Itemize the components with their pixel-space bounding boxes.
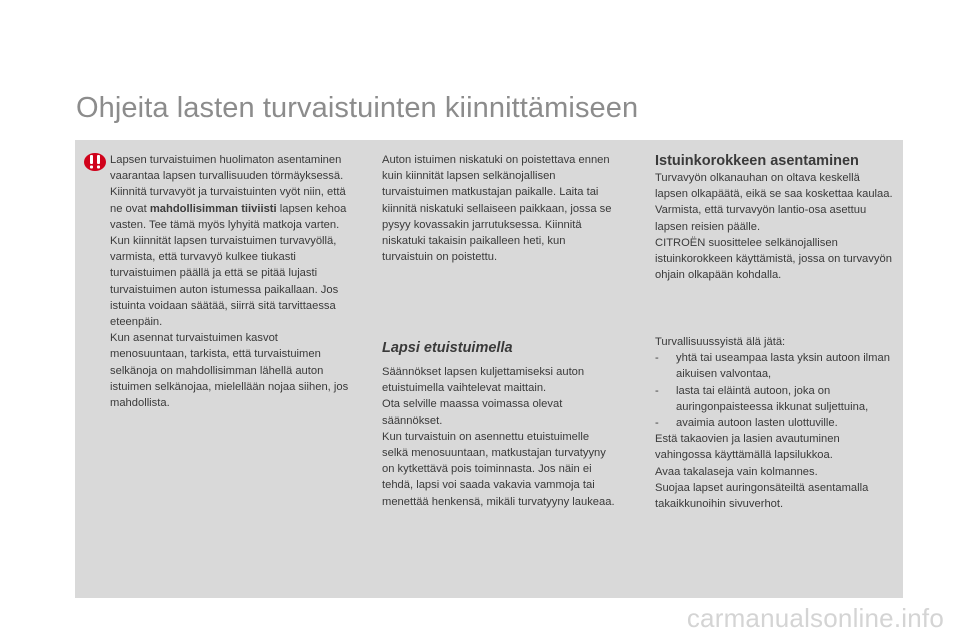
list-item: - lasta tai eläintä autoon, joka on auringonpaisteessa ikkunat suljettuina, <box>655 384 869 413</box>
paragraph: Kiinnitä turvavyöt ja turvaistuinten vyöt niin, että ne ovat mahdollisimman tiiviisti lapsen kehoa vasten. Tee tämä myös lyhyitä matkoja varten. <box>110 186 347 231</box>
booster-seat-heading: Istuinkorokkeen asentaminen <box>655 153 859 169</box>
paragraph: Säännökset lapsen kuljettamiseksi auton etuistuimella vaihtelevat maittain. <box>382 366 585 395</box>
paragraph: Estä takaovien ja lasien avautuminen vahingossa käyttämällä lapsilukkoa. <box>655 433 840 462</box>
paragraph: Kun kiinnität lapsen turvaistuimen turvavyöllä, varmista, että turvavyö kulkee tiukasti turvaistuimen päällä ja että se pitää lujasti turvaistuimen auton istumessa paikallaan. Jos istuinta voidaan säätää, siirrä sitä tarvittaessa eteenpäin. <box>110 235 339 329</box>
paragraph: Auton istuimen niskatuki on poistettava ennen kuin kiinnität lapsen selkänojallisen turvaistuimen matkustajan paikalle. Laita tai kiinnitä niskatuki sellaiseen paikkaan, jossa se pysyy kovassakin jarrutuksessa. Kiinnitä niskatuki takaisin paikalleen heti, kun turvaistuin on poistettu. <box>382 154 612 264</box>
paragraph: Turvavyön olkanauhan on oltava keskellä lapsen olkapäätä, eikä se saa koskettaa kaulaa. <box>655 172 893 201</box>
emphasis: mahdollisimman tiiviisti <box>149 202 277 215</box>
booster-seat-section <box>655 152 895 283</box>
paragraph: Lapsen turvaistuimen huolimaton asentaminen vaarantaa lapsen turvallisuuden törmäyksessä. <box>110 154 344 183</box>
list-item: - avaimia autoon lasten ulottuville. <box>655 417 838 430</box>
paragraph: Kun asennat turvaistuimen kasvot menosuuntaan, tarkista, että turvaistuimen selkänoja on mahdollisimman lähellä auton istuimen selkänojaa, mielellään nojaa siihen, jos mahdollista. <box>110 332 349 410</box>
safety-intro: Turvallisuussyistä älä jätä: <box>655 336 786 348</box>
paragraph: CITROËN suosittelee selkänojallisen istuinkorokkeen käyttämistä, jossa on turvavyön ohjain olkapään kohdalla. <box>655 236 892 282</box>
headrest-text <box>382 152 618 265</box>
warning-icon <box>83 152 107 172</box>
paragraph: Avaa takalaseja vain kolmannes. <box>655 465 818 478</box>
paragraph: Varmista, että turvavyön lantio-osa asettuu lapsen reisien päälle. <box>655 204 867 233</box>
paragraph: Kun turvaistuin on asennettu etuistuimelle selkä menosuuntaan, matkustajan turvatyyny on kytkettävä pois toiminnasta. Jos näin ei tehdä, lapsi voi saada vakavia vammoja tai menettää henkensä, mikäli turvatyyny laukeaa. <box>382 430 615 508</box>
list-item: - yhtä tai useampaa lasta yksin autoon ilman aikuisen valvontaa, <box>655 352 890 381</box>
warning-text-column <box>110 152 358 411</box>
front-seat-heading: Lapsi etuistuimella <box>382 340 513 356</box>
page-title: Ohjeita lasten turvaistuinten kiinnittämiseen <box>76 92 639 124</box>
paragraph: Suojaa lapset auringonsäteiltä asentamalla takaikkunoihin sivuverhot. <box>655 481 869 511</box>
watermark: carmanualsonline.info <box>686 603 944 633</box>
paragraph: Ota selville maassa voimassa olevat säännökset. <box>382 398 563 427</box>
safety-section <box>655 334 895 512</box>
front-seat-text <box>382 364 618 510</box>
